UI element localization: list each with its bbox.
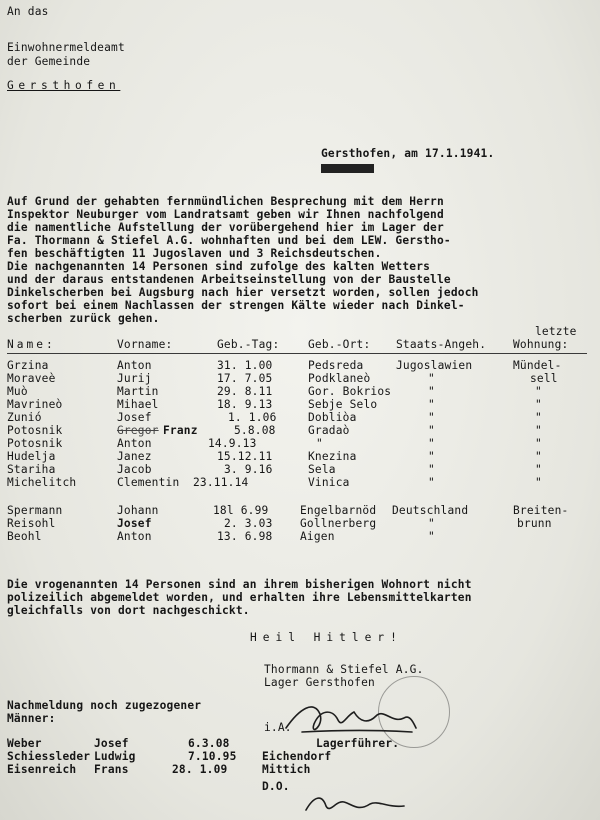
cell-tag: 23.11.14	[193, 476, 249, 489]
late-place: Mittich	[262, 763, 311, 776]
cell-vorname: Jurij	[117, 372, 152, 385]
cell-vorname: Anton	[117, 359, 152, 372]
late-name: Schiessleder	[7, 750, 91, 763]
cell-wohnung: "	[535, 476, 542, 489]
cell-vorname: Anton	[117, 530, 152, 543]
cell-wohnung: brunn	[517, 517, 552, 530]
cell-wohnung: "	[535, 437, 542, 450]
cell-name: Zunió	[7, 411, 42, 424]
header-vorname: Vorname:	[117, 338, 173, 351]
address-town: Gersthofen	[7, 79, 121, 92]
cell-wohnung: Mündel-	[513, 359, 562, 372]
cell-staat: "	[428, 372, 435, 385]
late-vorname: Frans	[94, 763, 129, 776]
date-line: Gersthofen, am 17.1.1941.	[321, 147, 495, 160]
signature-camp: Lager Gersthofen	[264, 676, 375, 689]
cell-tag: 14.9.13	[208, 437, 257, 450]
address-line2: der Gemeinde	[7, 55, 91, 68]
cell-vorname: Mihael	[117, 398, 159, 411]
body-line: Fa. Thormann & Stiefel A.G. wohnhaften und bei dem LEW. Gerstho-	[7, 234, 451, 247]
late-name: Weber	[7, 737, 42, 750]
cell-tag: 2. 3.03	[224, 517, 273, 530]
late-place: Eichendorf	[262, 750, 332, 763]
cell-tag: 31. 1.00	[217, 359, 273, 372]
cell-vorname: Johann	[117, 504, 159, 517]
cell-name: Beohl	[7, 530, 42, 543]
cell-vorname: Jacob	[117, 463, 152, 476]
closing-line: gleichfalls von dort nachgeschickt.	[7, 604, 250, 617]
late-vorname: Josef	[94, 737, 129, 750]
late-date: 28. 1.09	[172, 763, 228, 776]
cell-wohnung: "	[535, 398, 542, 411]
cell-wohnung: "	[535, 385, 542, 398]
late-note-line2: Männer:	[7, 712, 56, 725]
cell-tag: 15.12.11	[217, 450, 273, 463]
cell-ort: Sebje Selo	[308, 398, 378, 411]
cell-staat: "	[428, 398, 435, 411]
cell-wohnung: sell	[530, 372, 558, 385]
signature-role: Lagerführer.	[316, 737, 400, 750]
cell-ort: Aigen	[300, 530, 335, 543]
cell-name: Stariha	[7, 463, 56, 476]
cell-ort: Vinica	[308, 476, 350, 489]
body-line: und der daraus entstandenen Arbeitseinstellung von der Baustelle	[7, 273, 451, 286]
cell-tag: 1. 1.06	[228, 411, 277, 424]
typed-over-mark	[321, 164, 374, 173]
late-note-last: D.O.	[262, 780, 290, 793]
cell-ort: Gradaò	[308, 424, 350, 437]
cell-tag: 18. 9.13	[217, 398, 273, 411]
cell-staat: "	[428, 530, 435, 543]
cell-vorname: Clementin	[117, 476, 180, 489]
cell-ort: Pedsreda	[308, 359, 364, 372]
body-line: scherben zurück gehen.	[7, 312, 160, 325]
cell-ort: Sela	[308, 463, 336, 476]
cell-vorname: Josef	[117, 411, 152, 424]
cell-staat: Deutschland	[392, 504, 469, 517]
body-line: Dinkelscherben bei Augsburg nach hier versetzt worden, sollen jedoch	[7, 286, 479, 299]
cell-ort: Knezina	[308, 450, 357, 463]
body-line: Auf Grund der gehabten fernmündlichen Besprechung mit dem Herrn	[7, 195, 444, 208]
cell-wohnung: "	[535, 463, 542, 476]
cell-ort: "	[316, 437, 323, 450]
header-staats: Staats-Angeh.	[396, 338, 487, 351]
cell-staat: "	[428, 450, 435, 463]
cell-ort: Engelbarnöd	[300, 504, 377, 517]
cell-staat: Jugoslawien	[396, 359, 473, 372]
cell-wohnung: "	[535, 411, 542, 424]
cell-ort: Gollnerberg	[300, 517, 377, 530]
signature-ia: i.A.	[264, 721, 292, 734]
cell-name: Spermann	[7, 504, 63, 517]
header-name: Name:	[7, 338, 56, 351]
body-line: Inspektor Neuburger vom Landratsamt geben wir Ihnen nachfolgend	[7, 208, 444, 221]
salutation: Heil Hitler!	[250, 631, 403, 644]
address-to: An das	[7, 5, 49, 18]
cell-wohnung: "	[535, 450, 542, 463]
cell-name: Michelitch	[7, 476, 77, 489]
cell-tag: 18l 6.99	[213, 504, 269, 517]
body-line: die namentliche Aufstellung der vorübergehend hier im Lager der	[7, 221, 444, 234]
closing-line: Die vrogenannten 14 Personen sind an ihrem bisherigen Wohnort nicht	[7, 578, 472, 591]
cell-tag: 29. 8.11	[217, 385, 273, 398]
cell-name: Mavrineò	[7, 398, 63, 411]
handwritten-initials	[300, 790, 410, 818]
cell-tag: 5.8.08	[234, 424, 276, 437]
cell-tag: 17. 7.05	[217, 372, 273, 385]
header-wohnung: Wohnung:	[513, 338, 569, 351]
header-rule	[7, 353, 587, 354]
header-geb-ort: Geb.-Ort:	[308, 338, 371, 351]
cell-staat: "	[428, 476, 435, 489]
cell-staat: "	[428, 463, 435, 476]
cell-name: Grzina	[7, 359, 49, 372]
late-date: 7.10.95	[188, 750, 237, 763]
body-line: sofort bei einem Nachlassen der strengen Kälte wieder nach Dinkel-	[7, 299, 465, 312]
cell-staat: "	[428, 411, 435, 424]
cell-name: Moraveè	[7, 372, 56, 385]
cell-vorname: Franz	[163, 424, 198, 437]
address-line1: Einwohnermeldeamt	[7, 41, 125, 54]
cell-wohnung: Breiten-	[513, 504, 569, 517]
cell-ort: Dobliòa	[308, 411, 357, 424]
cell-name: Potosnik	[7, 424, 63, 437]
cell-vorname: Anton	[117, 437, 152, 450]
cell-vorname: Janez	[117, 450, 152, 463]
cell-ort: Podklaneò	[308, 372, 371, 385]
cell-tag: 13. 6.98	[217, 530, 273, 543]
body-line: fen beschäftigten 11 Jugoslaven und 3 Reichsdeutschen.	[7, 247, 382, 260]
cell-staat: "	[428, 424, 435, 437]
cell-staat: "	[428, 385, 435, 398]
late-date: 6.3.08	[188, 737, 230, 750]
cell-name: Reisohl	[7, 517, 56, 530]
cell-staat: "	[428, 437, 435, 450]
cell-vorname-struck: Gregor	[117, 424, 159, 437]
cell-name: Hudelja	[7, 450, 56, 463]
late-note-line1: Nachmeldung noch zugezogener	[7, 699, 202, 712]
cell-tag: 3. 9.16	[224, 463, 273, 476]
body-line: Die nachgenannten 14 Personen sind zufolge des kalten Wetters	[7, 260, 431, 273]
signature-company: Thormann & Stiefel A.G.	[264, 663, 424, 676]
header-geb-tag: Geb.-Tag:	[217, 338, 280, 351]
cell-vorname: Josef	[117, 517, 152, 530]
cell-name: Muò	[7, 385, 28, 398]
late-name: Eisenreich	[7, 763, 77, 776]
cell-ort: Gor. Bokrios	[308, 385, 392, 398]
closing-line: polizeilich abgemeldet worden, und erhalten ihre Lebensmittelkarten	[7, 591, 472, 604]
header-letzte: letzte	[535, 325, 577, 338]
late-vorname: Ludwig	[94, 750, 136, 763]
cell-vorname: Martin	[117, 385, 159, 398]
cell-wohnung: "	[535, 424, 542, 437]
cell-staat: "	[428, 517, 435, 530]
cell-name: Potosnik	[7, 437, 63, 450]
